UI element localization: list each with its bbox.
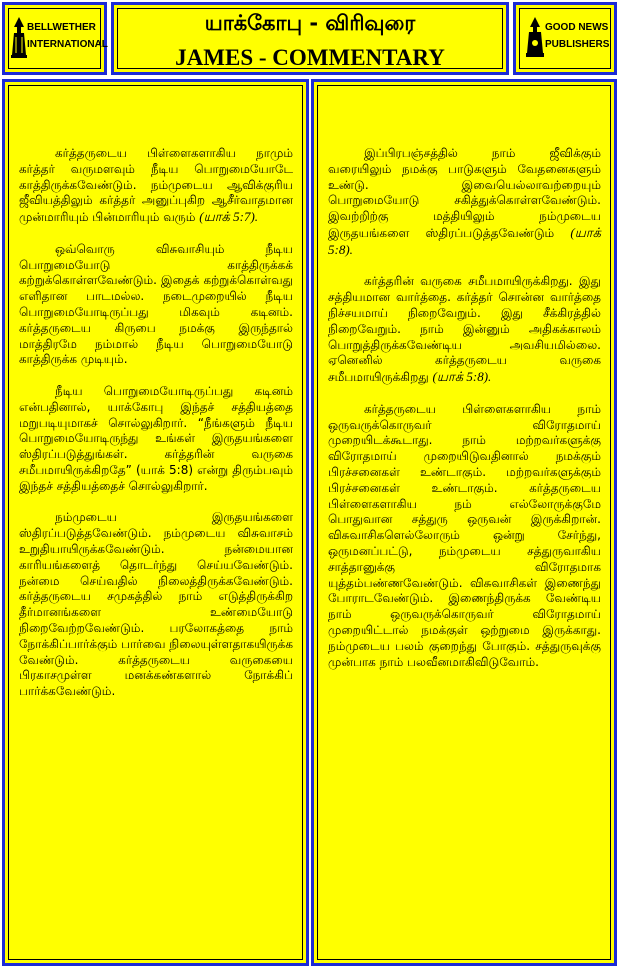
left-logo-box xyxy=(2,2,107,75)
paragraph xyxy=(19,510,293,700)
right-column-text xyxy=(328,146,601,686)
page-title-tamil: யாக்கோபு - விரிவுரை xyxy=(204,11,416,35)
title-box xyxy=(111,2,509,75)
paragraph-text: நம்முடைய இருதயங்களை ஸ்திரப்படுத்தவேண்டும். நம்முடைய விசுவாசம் உறுதியாயிருக்கவேண்டும். நன்மையான காரியங்களைத் தொடர்ந்து செய்யவேண்டும். நன்மை செய்வதில் நிலைத்திருக்கவேண்டும். கர்த்தருடைய சமுகத்தில் நாம் எடுத்திருக்கிற தீர்மானங்களை உண்மையோடு நிறைவேற்றவேண்டும். பரலோகத்தை நாம் நோக்கிப்பார்க்கும் பார்வை நிலையுள்ளதாகயிருக்க வேண்டும். கர்த்தருடைய வருகையை பிரகாசமுள்ள மனக்கண்களால் நோக்கிப் பார்க்கவேண்டும். xyxy=(19,510,294,699)
paragraph xyxy=(19,384,293,495)
right-column xyxy=(311,79,617,966)
paragraph-text: இப்பிரபஞ்சத்தில் நாம் ஜீவிக்கும் வரையிலும் நமக்கு பாடுகளும் வேதனைகளும் உண்டு. இவையெல்லாவற்றையும் பொறுமையோடு சகித்துக்கொள்ளவேண்டும். இவற்றிற்கு மத்தியிலும் நம்முடைய இருதயங்களை ஸ்திரப்படுத்தவேண்டும் xyxy=(328,146,601,240)
left-column xyxy=(2,79,309,966)
paragraph-text: கர்த்தரின் வருகை சமீபமாயிருக்கிறது. இது சத்தியமான வார்த்தை. கர்த்தர் சொன்ன வார்த்தை நிச்சயமாய் நிறைவேறும். இது சீக்கிரத்தில் நிறைவேறும். நாம் இன்னும் அதிகக்காலம் பொறுத்திருக்கவேண்டிய அவசியமில்லை. ஏனெனில் கர்த்தருடைய வருகை சமீபமாயிருக்கிறது xyxy=(328,274,601,385)
paragraph xyxy=(328,274,601,386)
right-logo-box xyxy=(513,2,617,75)
paragraph xyxy=(328,146,601,259)
left-column-text xyxy=(19,146,293,716)
paragraph-text: கர்த்தருடைய பிள்ளைகளாகிய நாமும் கர்த்தர் வருமளவும் நீடிய பொறுமையோடே காத்திருக்கவேண்டும். நம்முடைய ஆவிக்குரிய ஜீவியத்திலும் கர்த்தர் அனுப்புகிற ஆசீர்வாதமான முன்மாரியும் பின்மாரியும் வரும் xyxy=(19,146,293,225)
bell-icon xyxy=(526,17,544,61)
paragraph xyxy=(19,242,293,368)
left-logo-text: BELLWETHER INTERNATIONAL xyxy=(27,22,108,50)
page-title-english: JAMES - COMMENTARY xyxy=(175,45,445,70)
scripture-reference: (யாக் 5:7). xyxy=(199,209,259,225)
paragraph xyxy=(19,146,293,226)
paragraph-text: நீடிய பொறுமையோடிருப்பது கடினம் என்பதினால், யாக்கோபு இந்தச் சத்தியத்தை மறுபடியுமாகச் சொல்லுகிறார். “நீங்களும் நீடிய பொறுமையோடிருந்து உங்கள் இருதயங்களை ஸ்திரப்படுத்துங்கள். கர்த்தரின் வருகை சமீபமாயிருக்கிறதே” (யாக் 5:8) என்று திரும்பவும் இந்தச் சத்தியத்தைச் சொல்லுகிறார். xyxy=(19,383,293,493)
paragraph-text: ஒவ்வொரு விசுவாசியும் நீடிய பொறுமையோடு காத்திருக்கக் கற்றுக்கொள்ளவேண்டும். இதைக் கற்றுக்கொள்வது எளிதான பாடமல்ல. நடைமுறையில் நீடிய பொறுமையோடிருப்பது மிகவும் கடினம். கர்த்தருடைய கிருபை நமக்கு இருந்தால் மாத்திரமே நம்மால் நீடிய பொறுமையோடு காத்திருக்க முடியும். xyxy=(19,241,293,367)
scripture-reference: (யாக் 5:8). xyxy=(432,369,492,385)
paragraph-text: கர்த்தருடைய பிள்ளைகளாகிய நாம் ஒருவருக்கொருவர் விரோதமாய் முறையிடக்கூடாது. நாம் மற்றவர்களுக்கு விரோதமாய் முறையிடுவதினால் நமக்கும் பிரச்சனைகள் உண்டாகும். மற்றவர்களுக்கும் பிரச்சனைகள் உண்டாகும். கர்த்தருடைய பிள்ளைகளாகிய நம் எல்லோருக்குமே பொதுவான சத்துரு ஒருவன் இருக்கிறான். விசுவாசிகளெல்லோரும் ஒன்று சேர்ந்து, ஒருமனப்பட்டு, நம்முடைய சத்துருவாகிய சாத்தானுக்கு விரோதமாக யுத்தம்பண்ணவேண்டும். விசுவாசிகள் இணைந்து போராடவேண்டும். இணைந்திருக்க வேண்டிய நாம் ஒருவருக்கொருவர் விரோதமாய் முறையிட்டால் நமக்குள் ஒற்றுமை இருக்காது. நம்முடைய பலம் குறைந்து போகும். சத்துருவுக்கு முன்பாக நாம் பலவீனமாகிவிடுவோம். xyxy=(328,401,601,669)
scripture-reference: (யாக் 5:8). xyxy=(328,224,601,257)
right-logo-text: GOOD NEWS PUBLISHERS xyxy=(545,22,610,50)
bell-icon xyxy=(11,17,27,61)
paragraph xyxy=(328,402,601,671)
